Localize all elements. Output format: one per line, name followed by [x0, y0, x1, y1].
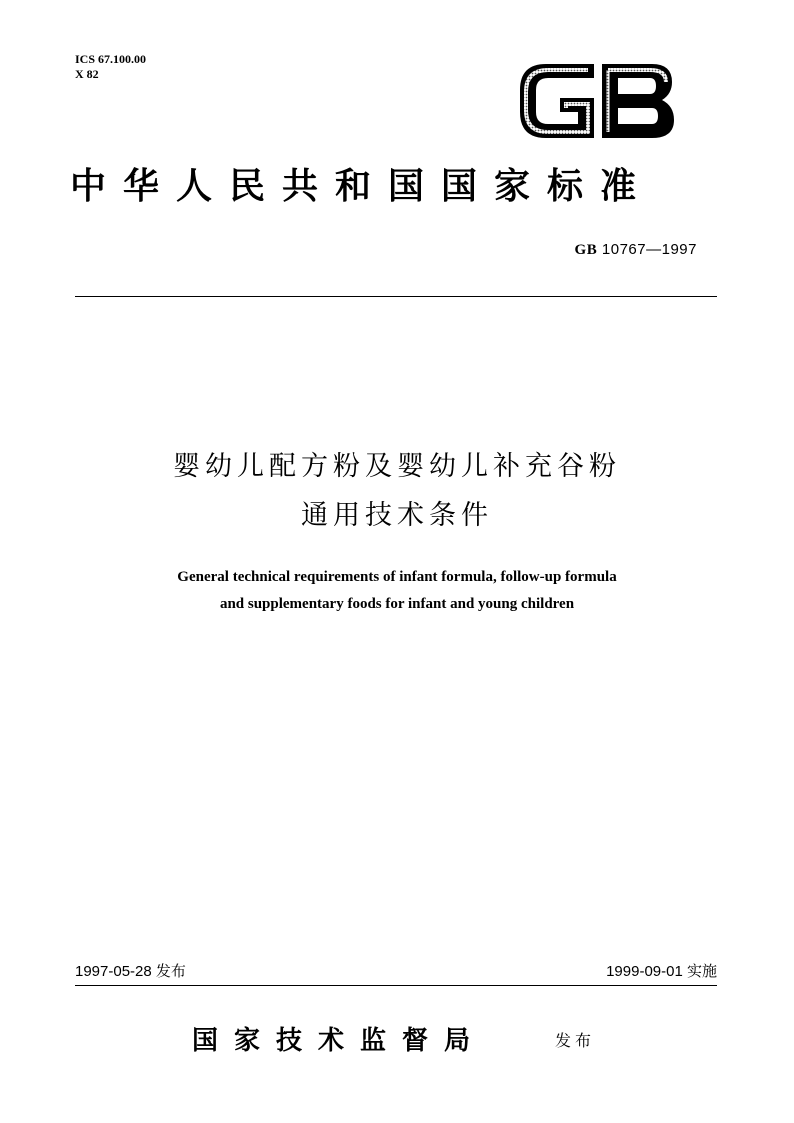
standard-code [575, 241, 697, 259]
issue-date: 1997-05-28 发布 [75, 963, 186, 980]
classification-codes [75, 52, 146, 82]
english-title-line-1: General technical requirements of infant formula, follow-up formula [177, 569, 617, 585]
national-standard-title: 中华人民共和国国家标准 [70, 166, 654, 207]
issuing-authority-suffix: 发布 [555, 1031, 596, 1050]
top-divider [75, 296, 717, 297]
chinese-title-line-1: 婴幼儿配方粉及婴幼儿补充谷粉 [173, 451, 621, 482]
standard-code-number: 10767—1997 [601, 241, 697, 258]
bottom-divider [75, 985, 717, 986]
ics-code: ICS 67.100.00 [75, 52, 147, 66]
issuing-authority: 国家技术监督局 [192, 1026, 487, 1056]
gb-logo [516, 60, 676, 142]
ccs-code: X 82 [75, 67, 99, 81]
standard-code-prefix: GB [574, 242, 598, 258]
implementation-date: 1999-09-01 实施 [606, 963, 717, 980]
gb-logo-graphic [516, 60, 676, 142]
chinese-title-line-2: 通用技术条件 [301, 500, 493, 531]
english-title-line-2: and supplementary foods for infant and young children [219, 596, 575, 612]
